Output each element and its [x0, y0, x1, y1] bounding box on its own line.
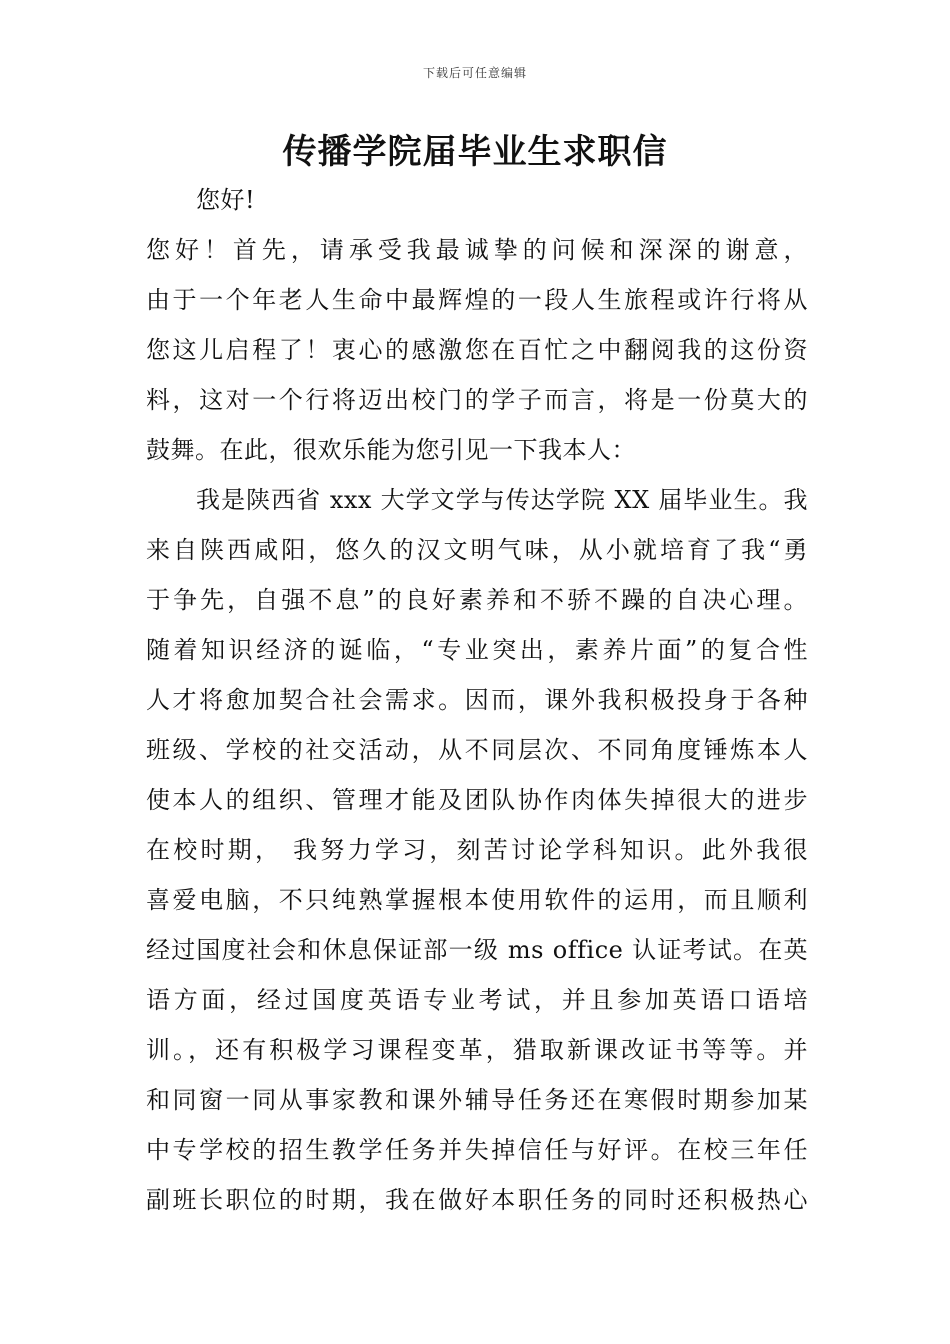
- body-line: 使本人的组织、管理才能及团队协作肉体失掉很大的进步: [146, 786, 808, 814]
- body-line: 人才将愈加契合社会需求。因而，课外我积极投身于各种: [146, 686, 808, 714]
- body-line: 在校时期， 我努力学习，刻苦讨论学科知识。此外我很: [146, 836, 808, 864]
- body-line: 班级、学校的社交活动，从不同层次、不同角度锤炼本人: [146, 736, 808, 764]
- body-line: 您这儿启程了！衷心的感激您在百忙之中翻阅我的这份资: [146, 336, 808, 364]
- body-line: 来自陕西咸阳，悠久的汉文明气味，从小就培育了我“勇: [146, 536, 808, 564]
- body-line: 随着知识经济的诞临，“专业突出，素养片面”的复合性: [146, 636, 808, 664]
- body-line: 我是陕西省 xxx 大学文学与传达学院 XX 届毕业生。我: [146, 486, 808, 514]
- greeting: 您好!: [196, 186, 256, 214]
- body-line: 和同窗一同从事家教和课外辅导任务还在寒假时期参加某: [146, 1086, 808, 1114]
- body-line: 副班长职位的时期，我在做好本职任务的同时还积极热心: [146, 1186, 808, 1214]
- body-line: 经过国度社会和休息保证部一级 ms office 认证考试。在英: [146, 936, 808, 964]
- body-line: 鼓舞。在此，很欢乐能为您引见一下我本人：: [146, 436, 636, 464]
- body-line: 由于一个年老人生命中最辉煌的一段人生旅程或许行将从: [146, 286, 808, 314]
- body-line: 中专学校的招生教学任务并失掉信任与好评。在校三年任: [146, 1136, 808, 1164]
- body-line: 料，这对一个行将迈出校门的学子而言，将是一份莫大的: [146, 386, 808, 414]
- body-line: 喜爱电脑，不只纯熟掌握根本使用软件的运用，而且顺利: [146, 886, 808, 914]
- page-title: 传播学院届毕业生求职信: [282, 132, 668, 172]
- body-line: 语方面，经过国度英语专业考试，并且参加英语口语培: [146, 986, 808, 1014]
- body-line: 训。，还有积极学习课程变革，猎取新课改证书等等。并: [146, 1036, 808, 1064]
- body-line: 您好！首先，请承受我最诚挚的问候和深深的谢意，: [146, 236, 808, 264]
- header-note: 下载后可任意编辑: [422, 66, 527, 80]
- body-line: 于争先，自强不息”的良好素养和不骄不躁的自决心理。: [146, 586, 808, 614]
